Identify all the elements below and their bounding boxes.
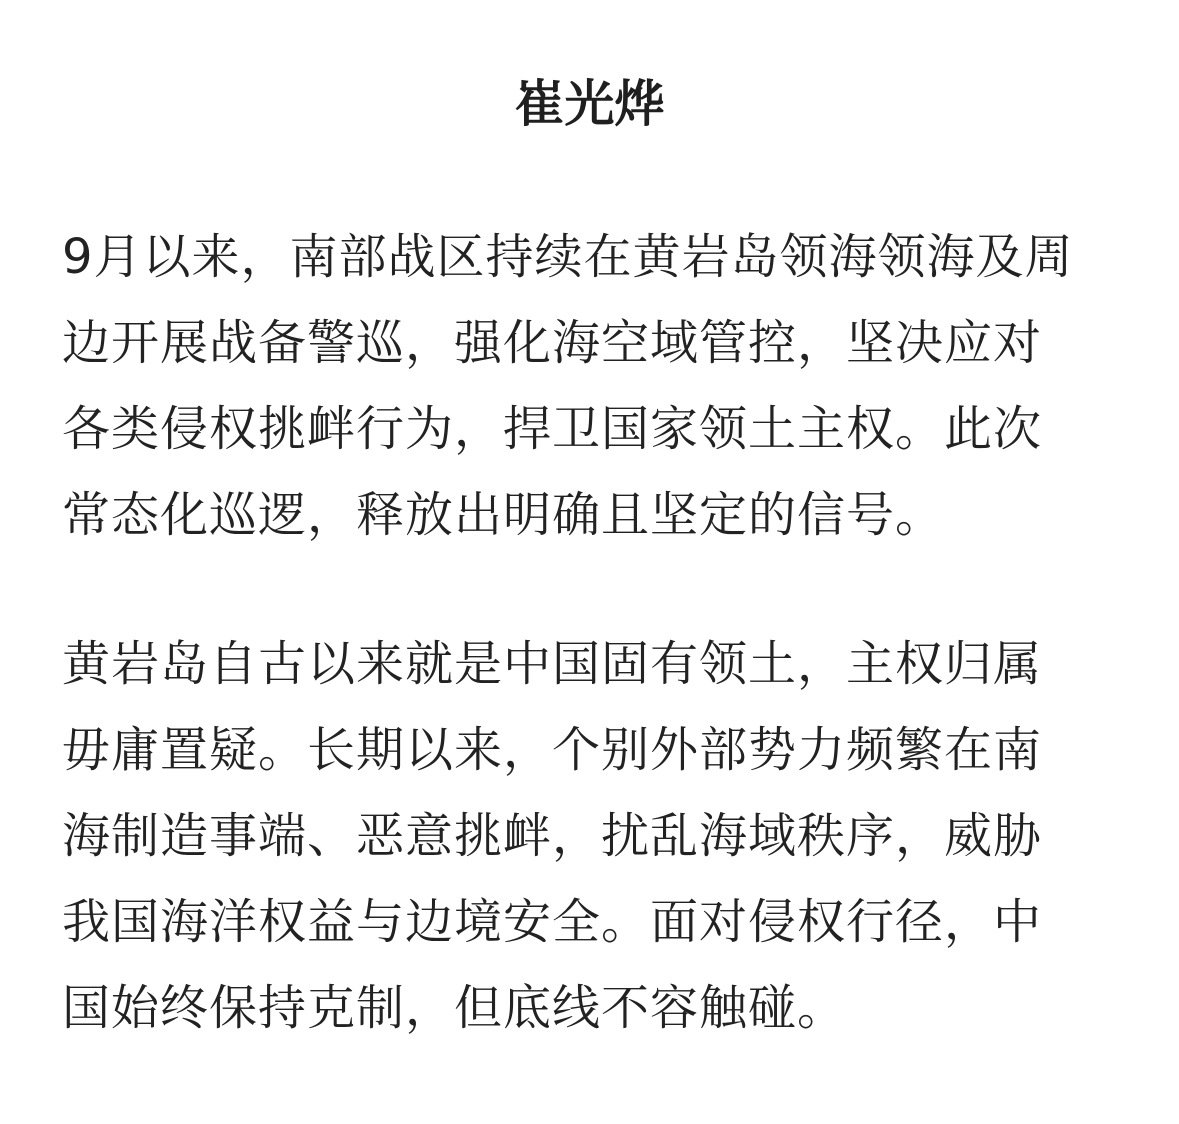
text-line: 9月以来，南部战区持续在黄岩岛领海领海及周 [62,229,1074,285]
author-name: 崔光烨 [514,75,665,133]
paragraph [62,214,1118,558]
text-line: 边开展战备警巡，强化海空域管控，坚决应对 [62,315,1043,371]
text-line: 国始终保持克制，但底线不容触碰。 [62,980,847,1036]
text-line: 我国海洋权益与边境安全。面对侵权行径，中 [62,894,1043,950]
text-line: 黄岩岛自古以来就是中国固有领土，主权归属 [62,636,1043,692]
text-line: 海制造事端、恶意挑衅，扰乱海域秩序，威胁 [62,808,1043,864]
text-line: 各类侵权挑衅行为，捍卫国家领土主权。此次 [62,401,1043,457]
text-line: 常态化巡逻，释放出明确且坚定的信号。 [62,487,945,543]
text-line: 毋庸置疑。长期以来，个别外部势力频繁在南 [62,722,1043,778]
paragraph [62,621,1118,1051]
